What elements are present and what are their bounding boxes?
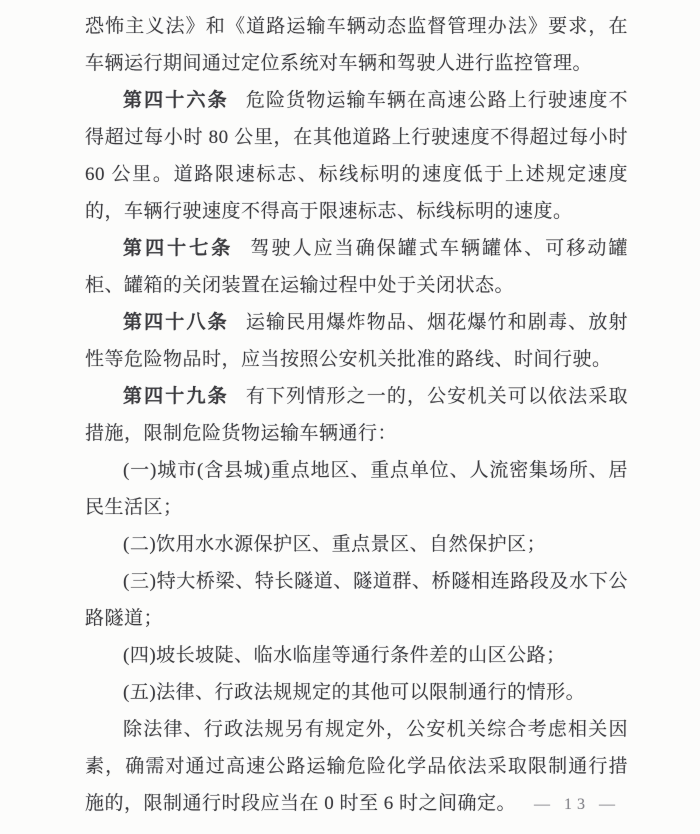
paragraph [85, 563, 628, 637]
paragraph-text: 恐怖主义法》和《道路运输车辆动态监督管理办法》要求，在车辆运行期间通过定位系统对车辆和驾驶人进行监控管理。 [85, 16, 628, 74]
page-number: — 13 — [534, 796, 620, 813]
paragraph [85, 452, 628, 526]
paragraph [85, 674, 628, 711]
paragraph-text: 有下列情形之一的，公安机关可以依法采取措施，限制危险货物运输车辆通行： [85, 386, 628, 444]
article-paragraph [85, 304, 628, 378]
paragraph-text: (五)法律、行政法规规定的其他可以限制通行的情形。 [123, 682, 586, 703]
article-number: 第四十八条 [123, 312, 229, 333]
paragraph-text: 除法律、行政法规另有规定外，公安机关综合考虑相关因素，确需对通过高速公路运输危险化学品依法采取限制通行措施的，限制通行时段应当在 0 时至 6 时之间确定。 [85, 719, 628, 814]
paragraph-text: 驾驶人应当确保罐式车辆罐体、可移动罐柜、罐箱的关闭装置在运输过程中处于关闭状态。 [85, 238, 628, 296]
paragraph-text: (一)城市(含县城)重点地区、重点单位、人流密集场所、居民生活区； [85, 460, 628, 518]
paragraph-text: (三)特大桥梁、特长隧道、隧道群、桥隧相连路段及水下公路隧道； [85, 571, 628, 629]
paragraph-text: 危险货物运输车辆在高速公路上行驶速度不得超过每小时 80 公里，在其他道路上行驶速度不得超过每小时 60 公里。道路限速标志、标线标明的速度低于上述规定速度的，车辆行驶速度不得高于限速标志、标线标明的速度。 [85, 90, 628, 222]
article-number: 第四十七条 [123, 238, 234, 259]
article-paragraph [85, 378, 628, 452]
paragraph [85, 8, 628, 82]
document-body [85, 8, 628, 822]
article-number: 第四十九条 [123, 386, 229, 407]
article-paragraph [85, 82, 628, 230]
paragraph [85, 526, 628, 563]
paragraph-text: (二)饮用水水源保护区、重点景区、自然保护区； [123, 534, 547, 555]
article-paragraph [85, 230, 628, 304]
paragraph-text: (四)坡长坡陡、临水临崖等通行条件差的山区公路； [123, 645, 566, 666]
paragraph [85, 637, 628, 674]
article-number: 第四十六条 [123, 90, 229, 111]
paragraph-text: 运输民用爆炸物品、烟花爆竹和剧毒、放射性等危险物品时，应当按照公安机关批准的路线、时间行驶。 [85, 312, 628, 370]
